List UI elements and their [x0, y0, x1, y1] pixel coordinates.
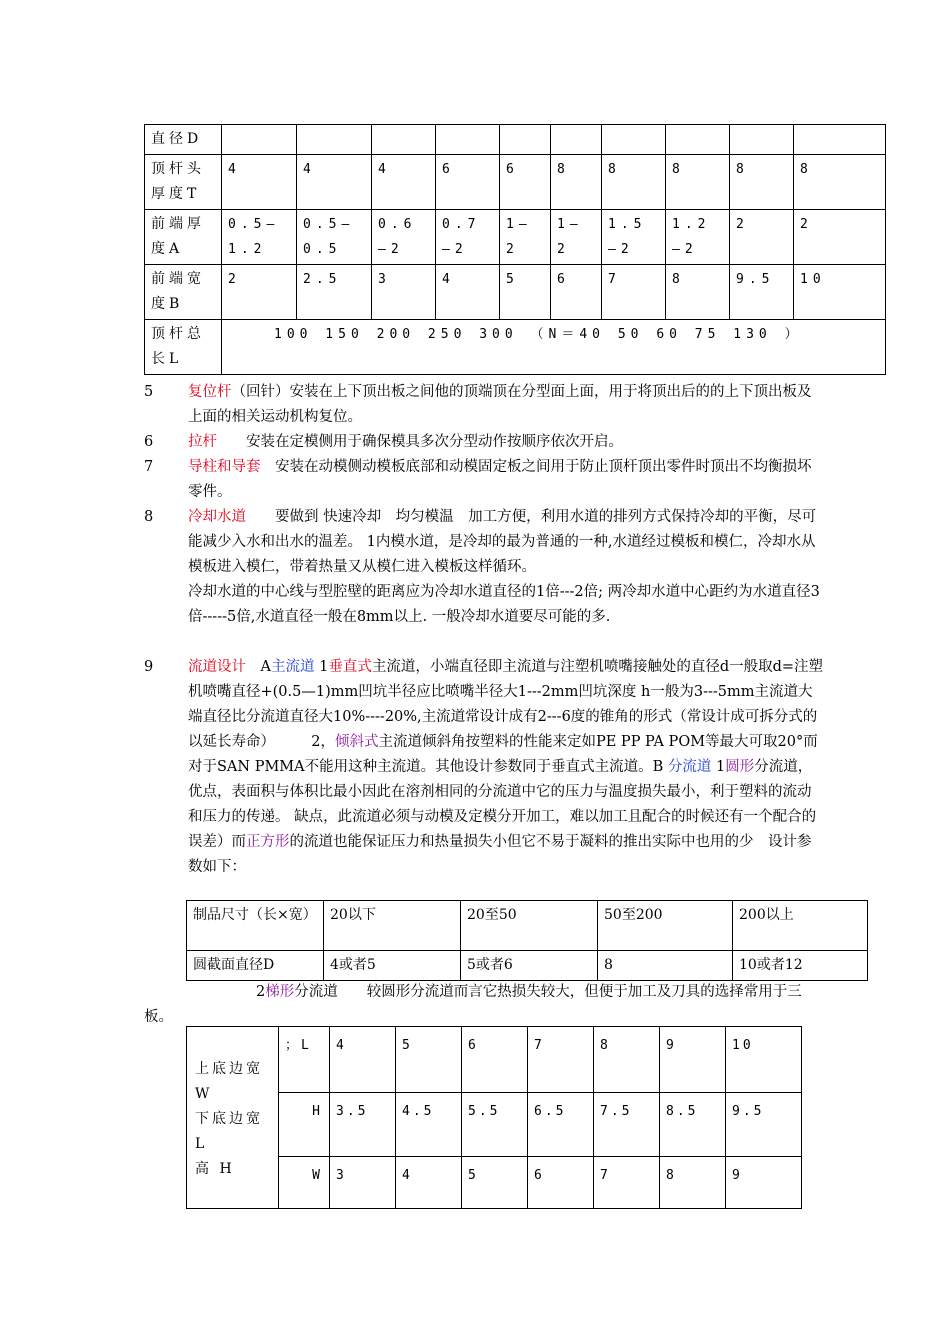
table-cell: 6.5 — [528, 1093, 594, 1157]
paragraph-text: 分流道 较圆形分流道而言它热损失较大，但便于加工及刀具的选择常用于三板。 — [144, 984, 802, 1025]
table-cell — [436, 125, 500, 155]
table-cell — [730, 125, 794, 155]
item-pull-rod — [144, 430, 824, 455]
table-cell: 5 — [396, 1027, 462, 1093]
item-number: 6 — [144, 434, 154, 450]
table-header: 制品尺寸（长×宽） — [187, 901, 324, 951]
label-1: 1 — [711, 759, 726, 775]
label-top-width: 上底边宽W — [195, 1061, 263, 1102]
term-round: 圆形 — [725, 759, 755, 775]
table-cell: 8 — [730, 155, 794, 210]
total-length-values: 100 150 200 250 300 （N＝40 50 60 75 130 ） — [222, 320, 886, 375]
row-label: 直径D — [145, 125, 222, 155]
table-cell: 7 — [528, 1027, 594, 1093]
table-cell: 10或者12 — [733, 951, 868, 981]
table-cell: 2 — [794, 210, 886, 265]
item-text-2: 冷却水道的中心线与型腔壁的距离应为冷却水道直径的1倍---2倍; 两冷却水道中心距约为水道直径3倍-----5倍,水道直径一般在8mm以上. 一般冷却水道要尽可能的多. — [188, 584, 820, 625]
item-text: 分流道，优点，表面积与体积比最小因此在溶剂相同的分流道中它的压力与温度损失最小，利于塑料的流动和压力的传递。 缺点，此流道必须与动模及定模分开加工，难以加工且配合的时候还有一个配合的误差）而 — [188, 759, 817, 850]
table-cell: 8 — [551, 155, 602, 210]
term-vertical: 垂直式 — [328, 659, 372, 675]
item-text: 主流道，小端直径即主流道与注塑机喷嘴接触处的直径d一般取d=注塑机喷嘴直径+(0.5—1)mm凹坑半径应比喷嘴半径大1---2mm凹坑深度 h一般为3---5mm主流道大端直径比分流道直径大10%----20%,主流道常设计成有2---6度的锥角的形式（常设计成可拆分式的以延长寿命） 2， — [188, 659, 824, 750]
row-key: H — [279, 1093, 330, 1157]
table-cell: 5.5 — [462, 1093, 528, 1157]
row-label: 顶杆总长L — [145, 320, 222, 375]
table-cell — [372, 125, 436, 155]
table-cell: 6 — [528, 1157, 594, 1209]
label-bottom-width: 下底边宽L — [195, 1111, 263, 1152]
table-cell: 8 — [794, 155, 886, 210]
trapezoid-runner-paragraph — [144, 980, 824, 1030]
table-cell: 1—2 — [551, 210, 602, 265]
item-runner-design — [144, 655, 824, 880]
table-cell — [500, 125, 551, 155]
table-cell: 4.5 — [396, 1093, 462, 1157]
term-main-channel: 主流道 — [270, 659, 315, 675]
row-label: 前端厚度A — [145, 210, 222, 265]
table-cell: 8 — [660, 1157, 726, 1209]
item-text: 的流道也能保证压力和热量损失小但它不易于凝料的推出实际中也用的少 设计参数如下： — [188, 834, 812, 875]
table-cell: 7 — [594, 1157, 660, 1209]
table-cell: 10 — [794, 265, 886, 320]
table-cell: 3 — [372, 265, 436, 320]
table-cell — [551, 125, 602, 155]
term-pull-rod: 拉杆 — [188, 434, 217, 450]
term-runner-design: 流道设计 — [188, 659, 246, 675]
item-text: 要做到 快速冷却 均匀模温 加工方便，利用水道的排列方式保持冷却的平衡，尽可能减少入水和出水的温差。 1内模水道，是冷却的最为普通的一种,水道经过模板和模仁，冷却水从模板进入模仁，带着热量又从模仁进入模板这样循环。 — [188, 509, 817, 575]
table-cell: 0.5—1.2 — [222, 210, 297, 265]
table-cell: 3 — [330, 1157, 396, 1209]
term-inclined: 倾斜式 — [334, 734, 379, 750]
table-cell: 4 — [330, 1027, 396, 1093]
table-cell: 8 — [666, 265, 730, 320]
table-cell: 圆截面直径D — [187, 951, 324, 981]
item-text: （回针）安装在上下顶出板之间他的顶端顶在分型面上面，用于将顶出后的的上下顶出板及上面的相关运动机构复位。 — [188, 384, 812, 425]
table-cell: 3.5 — [330, 1093, 396, 1157]
table-cell: 4 — [372, 155, 436, 210]
dimension-labels — [187, 1027, 279, 1209]
term-branch-channel: 分流道 — [667, 759, 712, 775]
table-cell: 8 — [666, 155, 730, 210]
item-number: 7 — [144, 459, 154, 475]
table-cell: 9.5 — [726, 1093, 802, 1157]
table-cell — [297, 125, 372, 155]
table-cell: 5或者6 — [461, 951, 598, 981]
label-2: 2 — [256, 984, 266, 1000]
table-cell: 9 — [660, 1027, 726, 1093]
row-label: 前端宽度B — [145, 265, 222, 320]
table-cell: 2.5 — [297, 265, 372, 320]
table-cell: 9.5 — [730, 265, 794, 320]
table-cell: 7.5 — [594, 1093, 660, 1157]
table-cell: 1—2 — [500, 210, 551, 265]
table-cell: 4 — [222, 155, 297, 210]
table-cell: 1.5—2 — [602, 210, 666, 265]
table-cell: 6 — [500, 155, 551, 210]
row-label: 顶杆头厚度T — [145, 155, 222, 210]
label-1: 1 — [314, 659, 329, 675]
item-number: 5 — [144, 384, 154, 400]
item-guide-pillar — [144, 455, 824, 505]
term-square: 正方形 — [246, 834, 290, 850]
item-text: 主流道倾斜角按塑料的性能来定如PE PP PA POM等最大可取20°而对于SAN PMMA不能用这种主流道。其他设计参数同于垂直式主流道。B — [188, 734, 818, 775]
table-header: 50至200 — [598, 901, 733, 951]
table-cell: 5 — [462, 1157, 528, 1209]
trapezoid-runner-table — [186, 1026, 802, 1209]
table-cell: 1.2—2 — [666, 210, 730, 265]
label-height: 高 H — [195, 1161, 235, 1177]
table-cell: 6 — [436, 155, 500, 210]
item-text: 安装在定模侧用于确保模具多次分型动作按顺序依次开启。 — [217, 434, 623, 450]
term-trapezoid: 梯形 — [265, 984, 295, 1000]
row-key: W — [279, 1157, 330, 1209]
item-number: 9 — [144, 659, 154, 675]
table-cell: 0.6—2 — [372, 210, 436, 265]
table-cell: 9 — [726, 1157, 802, 1209]
table-cell: 8.5 — [660, 1093, 726, 1157]
table-cell: 4或者5 — [324, 951, 461, 981]
table-cell: 7 — [602, 265, 666, 320]
table-header: 200以上 — [733, 901, 868, 951]
table-cell: 0.7—2 — [436, 210, 500, 265]
table-cell: 6 — [462, 1027, 528, 1093]
table-cell: 8 — [602, 155, 666, 210]
table-cell — [794, 125, 886, 155]
label-a: A — [246, 659, 271, 675]
table-cell — [666, 125, 730, 155]
table-cell: 4 — [396, 1157, 462, 1209]
table-cell: 6 — [551, 265, 602, 320]
table-cell: 2 — [222, 265, 297, 320]
item-cooling-channel — [144, 505, 824, 630]
table-cell: 8 — [594, 1027, 660, 1093]
table-header: 20至50 — [461, 901, 598, 951]
item-reset-pin — [144, 380, 824, 430]
table-cell: 2 — [730, 210, 794, 265]
term-guide-pillar: 导柱和导套 — [188, 459, 261, 475]
item-text: 安装在动模侧动模板底部和动模固定板之间用于防止顶杆顶出零件时顶出不均衡损坏零件。 — [188, 459, 812, 500]
table-cell: 10 — [726, 1027, 802, 1093]
table-cell: 8 — [598, 951, 733, 981]
term-cooling-channel: 冷却水道 — [188, 509, 246, 525]
table-cell: 5 — [500, 265, 551, 320]
term-reset-pin: 复位杆 — [188, 384, 232, 400]
table-cell — [222, 125, 297, 155]
table-header: 20以下 — [324, 901, 461, 951]
item-number: 8 — [144, 509, 154, 525]
row-key: ；L — [279, 1027, 330, 1093]
table-cell: 0.5—0.5 — [297, 210, 372, 265]
table-cell — [602, 125, 666, 155]
round-runner-table — [186, 900, 868, 981]
table-cell: 4 — [436, 265, 500, 320]
table-cell: 4 — [297, 155, 372, 210]
ejector-pin-table — [144, 124, 886, 375]
